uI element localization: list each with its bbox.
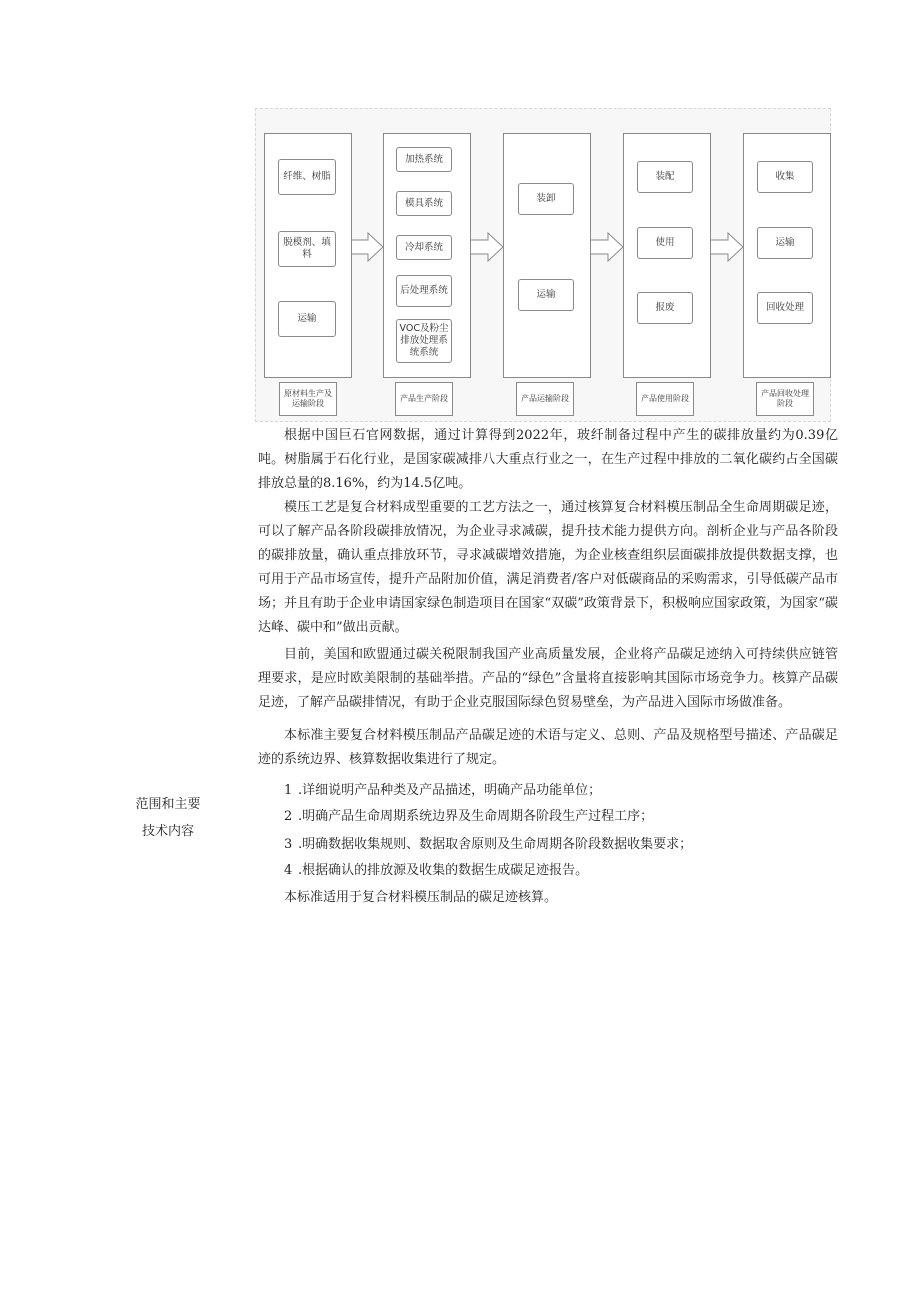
stage-label-raw-material: 原材料生产及运输阶段 xyxy=(279,382,337,416)
list-item-text: .明确产品生命周期系统边界及生命周期各阶段生产过程工序； xyxy=(298,809,654,824)
box-assembly: 装配 xyxy=(637,161,693,193)
list-item xyxy=(284,862,588,880)
box-transport: 运输 xyxy=(278,301,336,337)
box-fiber-resin: 纤维、树脂 xyxy=(278,159,336,195)
stage-label-transport: 产品运输阶段 xyxy=(516,382,574,416)
list-item-number: 4 xyxy=(284,863,293,878)
box-collection: 收集 xyxy=(757,161,813,193)
side-label-line1: 范围和主要 xyxy=(135,797,201,812)
stage-label-use: 产品使用阶段 xyxy=(636,382,694,416)
paragraph-carbon-tariff: 目前，美国和欧盟通过碳关税限制我国产业高质量发展，企业将产品碳足迹纳入可持续供应链管理要求，是应时欧美限制的基础举措。产品的“绿色”含量将直接影响其国际市场竞争力。核算产品碳足迹，了解产品碳排情况，有助于企业克服国际绿色贸易壁垒，为产品进入国际市场做准备。 xyxy=(258,647,838,710)
list-item-number: 2 xyxy=(284,809,293,824)
box-voc-treatment: VOC及粉尘排放处理系统系统 xyxy=(396,319,452,363)
box-heating: 加热系统 xyxy=(396,147,452,172)
list-item-number: 3 xyxy=(284,837,293,852)
box-scrap: 报废 xyxy=(637,292,693,324)
list-item-text: .明确数据收集规则、数据取舍原则及生命周期各阶段数据收集要求； xyxy=(298,837,693,852)
list-item-text: .根据确认的排放源及收集的数据生成碳足迹报告。 xyxy=(298,863,589,878)
box-loading: 装卸 xyxy=(518,183,574,215)
box-mold: 模具系统 xyxy=(396,191,452,216)
stage-label-production: 产品生产阶段 xyxy=(395,382,453,416)
list-item-text: .详细说明产品种类及产品描述，明确产品功能单位； xyxy=(298,783,602,798)
stage-transport xyxy=(503,133,591,378)
paragraph-molding-process: 模压工艺是复合材料成型重要的工艺方法之一，通过核算复合材料模压制品全生命周期碳足迹，可以了解产品各阶段碳排放情况，为企业寻求减碳，提升技术能力提供方向。剖析企业与产品各阶段的碳排放量，确认重点排放环节，寻求减碳增效措施，为企业核查组织层面碳排放提供数据支撑，也可用于产品市场宣传，提升产品附加价值，满足消费者/客户对低碳商品的采购需求，引导低碳产品市场；并且有助于企业申请国家绿色制造项目在国家“双碳”政策背景下，积极响应国家政策，为国家“碳达峰、碳中和”做出贡献。 xyxy=(258,500,838,635)
list-item xyxy=(284,808,653,826)
box-cooling: 冷却系统 xyxy=(396,235,452,260)
paragraph-data-source: 根据中国巨石官网数据，通过计算得到2022年，玻纤制备过程中产生的碳排放量约为0.39亿吨。树脂属于石化行业，是国家碳减排八大重点行业之一，在生产过程中排放的二氧化碳约占全国碳排放总量的8.16%，约为14.5亿吨。 xyxy=(258,428,838,491)
stage-label-recycling: 产品回收处理阶段 xyxy=(756,382,814,416)
closing-statement: 本标准适用于复合材料模压制品的碳足迹核算。 xyxy=(284,890,558,905)
box-shipping: 运输 xyxy=(518,279,574,311)
box-release-filler: 脱模剂、填料 xyxy=(278,231,336,267)
flow-diagram xyxy=(255,108,831,422)
paragraph-standard-scope: 本标准主要复合材料模压制品产品碳足迹的术语与定义、总则、产品及规格型号描述、产品碳足迹的系统边界、核算数据收集进行了规定。 xyxy=(258,728,838,767)
box-recycle-transport: 运输 xyxy=(757,227,813,259)
box-recycle-processing: 回收处理 xyxy=(757,292,813,324)
list-item xyxy=(284,836,692,854)
list-item xyxy=(284,782,601,800)
box-post-processing: 后处理系统 xyxy=(396,275,452,307)
side-label-line2: 技术内容 xyxy=(141,824,194,839)
box-usage: 使用 xyxy=(637,227,693,259)
list-item-number: 1 xyxy=(284,783,293,798)
